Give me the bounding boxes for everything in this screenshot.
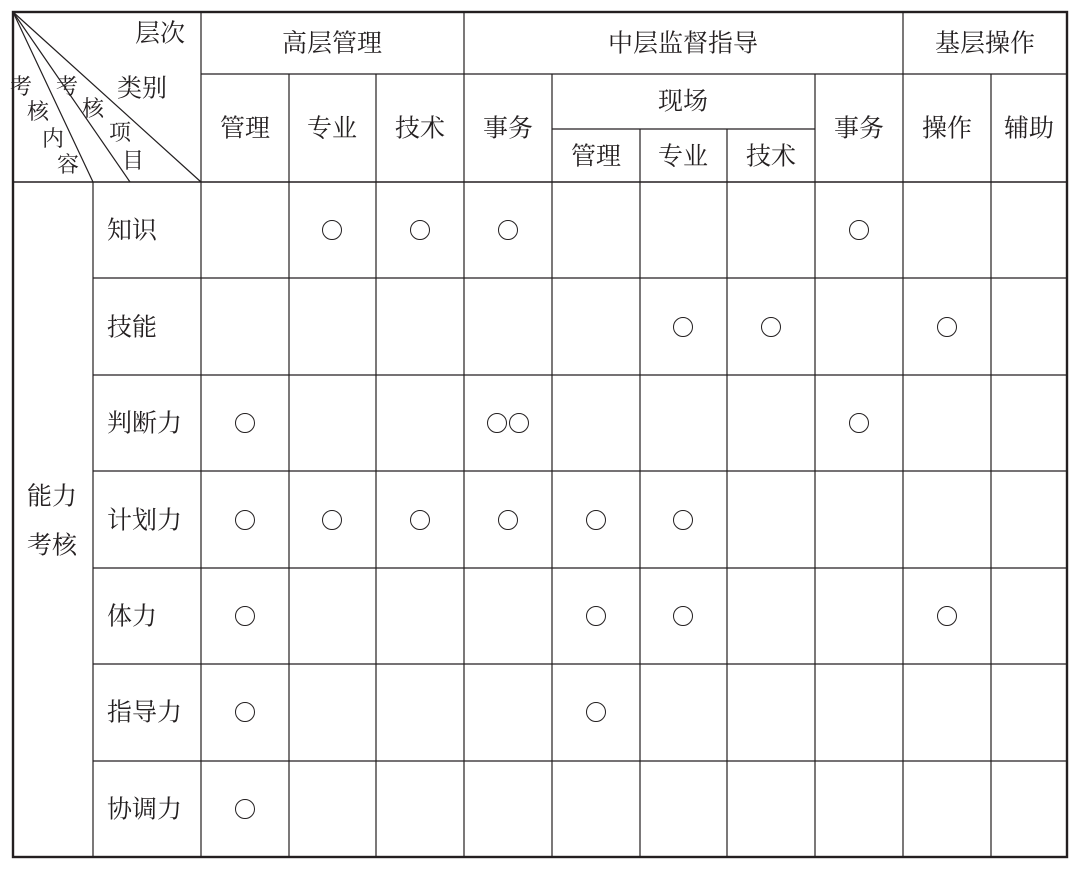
row-label: 协调力 [107, 794, 183, 824]
subheader-top-pro: 专业 [306, 113, 358, 143]
circle-icon [410, 510, 430, 530]
circle-icon [235, 510, 255, 530]
content-label-char: 容 [56, 153, 80, 178]
group-header-base-operation: 基层操作 [934, 28, 1036, 58]
item-label-char: 核 [81, 97, 105, 122]
subheader-base-aux: 辅助 [1003, 113, 1055, 143]
subheader-onsite-pro: 专业 [657, 141, 709, 171]
category-label: 类别 [116, 73, 168, 103]
circle-icon [761, 317, 781, 337]
group-header-top-management: 高层管理 [281, 28, 383, 58]
subheader-onsite: 现场 [657, 86, 709, 116]
subheader-mid-affairs-1: 事务 [482, 113, 534, 143]
content-label-char: 内 [41, 127, 65, 152]
row-label: 知识 [107, 215, 158, 245]
circle-icon [849, 220, 869, 240]
circle-icon [937, 606, 957, 626]
subheader-onsite-mgmt: 管理 [570, 141, 622, 171]
section-label-line-2: 考核 [26, 530, 78, 560]
circle-icon [849, 413, 869, 433]
circle-icon [937, 317, 957, 337]
circle-icon [673, 510, 693, 530]
subheader-top-mgmt: 管理 [219, 113, 271, 143]
circle-icon [673, 606, 693, 626]
circle-icon [509, 413, 529, 433]
circle-icon [322, 510, 342, 530]
circle-icon [673, 317, 693, 337]
section-label-line-1: 能力 [26, 481, 78, 511]
circle-icon [498, 510, 518, 530]
circle-icon [322, 220, 342, 240]
item-label-char: 目 [121, 149, 145, 174]
circle-icon [410, 220, 430, 240]
circle-icon [586, 510, 606, 530]
row-label: 计划力 [107, 505, 183, 534]
content-label-char: 考 [9, 75, 33, 100]
level-label: 层次 [134, 18, 186, 48]
group-header-middle-supervision: 中层监督指导 [607, 28, 759, 58]
row-label: 判断力 [107, 408, 183, 438]
circle-icon [487, 413, 507, 433]
circle-icon [498, 220, 518, 240]
content-label-char: 核 [26, 100, 50, 125]
subheader-onsite-tech: 技术 [745, 141, 797, 171]
circle-icon [586, 606, 606, 626]
row-label: 技能 [107, 312, 158, 342]
circle-icon [235, 413, 255, 433]
item-label-char: 考 [55, 75, 79, 100]
circle-icon [586, 702, 606, 722]
row-label: 体力 [107, 601, 158, 631]
row-label: 指导力 [107, 697, 183, 727]
subheader-base-op: 操作 [921, 113, 973, 143]
circle-icon [235, 799, 255, 819]
circle-icon [235, 606, 255, 626]
subheader-mid-affairs-2: 事务 [833, 113, 885, 143]
item-label-char: 项 [108, 121, 132, 146]
subheader-top-tech: 技术 [394, 113, 446, 143]
circle-icon [235, 702, 255, 722]
